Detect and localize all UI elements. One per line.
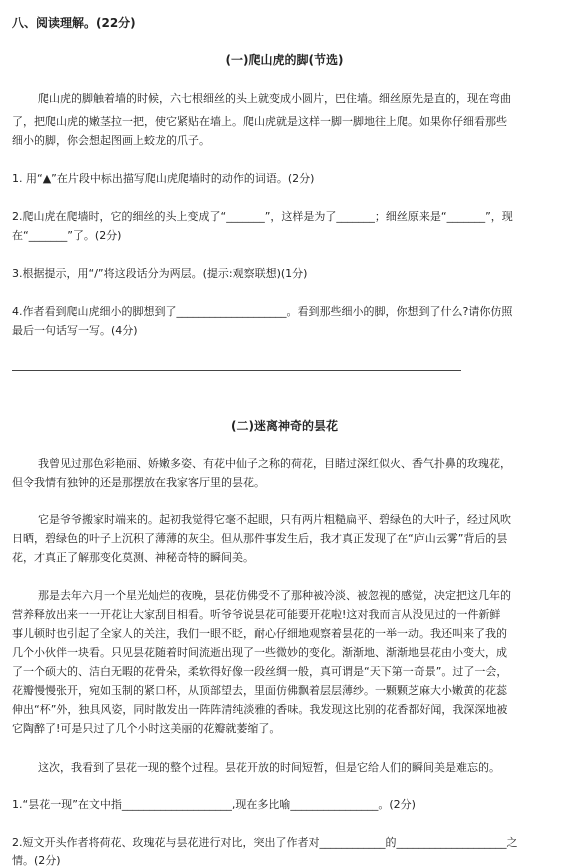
answer-line [12, 370, 461, 371]
p1-question-1: 1. 用“▲”在片段中标出描写爬山虎爬墙时的动作的词语。(2分) [12, 172, 315, 185]
passage1-line: 细小的脚，你会想起图画上蛟龙的爪子。 [12, 134, 210, 147]
p1-question-2: 2.爬山虎在爬墙时，它的细丝的头上变成了“_______”，这样是为了_______；细丝原来是“_______”，现 [12, 210, 513, 223]
passage2-line: 我曾见过那色彩艳丽、娇嫩多姿、有花中仙子之称的荷花，目睹过深红似火、香气扑鼻的玫瑰花， [38, 457, 511, 470]
passage2-line: 但令我情有独钟的还是那摆放在我家客厅里的昙花。 [12, 476, 265, 489]
p2-question-2: 2.短文开头作者将荷花、玫瑰花与昙花进行对比，突出了作者对____________的____________________之 [12, 836, 518, 849]
passage2-line: 花瓣慢慢张开，宛如玉制的紧口杯，从顶部望去，里面仿佛飘着层层薄纱。一颗颗芝麻大小嫩黄的花蕊 [12, 684, 507, 697]
p2-question-2-cont: 情。(2分) [12, 854, 61, 867]
passage2-line: 日晒，碧绿色的叶子上沉积了薄薄的灰尘。但从那件事发生后，我才真正发现了在“庐山云雾”背后的昙 [12, 532, 508, 545]
passage2-title: (二)迷离神奇的昙花 [231, 419, 338, 433]
passage2-line: 它陶醉了!可是只过了几个小时这美丽的花瓣就萎缩了。 [12, 722, 281, 735]
p1-question-4: 4.作者看到爬山虎细小的脚想到了____________________。看到那些细小的脚，你想到了什么?请你仿照 [12, 305, 513, 318]
passage1-title: (一)爬山虎的脚(节选) [225, 53, 344, 67]
p1-question-2-cont: 在“_______”了。(2分) [12, 229, 122, 242]
section-heading: 八、阅读理解。(22分) [12, 16, 136, 30]
p1-question-3: 3.根据提示，用“/”将这段话分为两层。(提示:观察联想)(1分) [12, 267, 308, 280]
passage2-line: 营养释放出来一一开花让大家刮目相看。听爷爷说昙花可能要开花啦!这对我而言从没见过的一件新鲜 [12, 608, 501, 621]
passage1-line: 爬山虎的脚触着墙的时候，六七根细丝的头上就变成小圆片，巴住墙。细丝原先是直的，现在弯曲 [38, 92, 511, 105]
passage2-line: 花，才真正了解那变化莫测、神秘奇特的瞬间美。 [12, 551, 254, 564]
passage2-line: 它是爷爷搬家时端来的。起初我觉得它毫不起眼，只有两片粗糙扁平、碧绿色的大叶子，经过风吹 [38, 513, 511, 526]
passage2-line: 事儿顿时也引起了全家人的关注，我们一眼不眨，耐心仔细地观察着昙花的一举一动。我还叫来了我的 [12, 627, 507, 640]
passage1-line: 了，把爬山虎的嫩茎拉一把，使它紧贴在墙上。爬山虎就是这样一脚一脚地往上爬。如果你仔细看那些 [12, 115, 507, 128]
passage2-line: 几个小伙伴一块看。只见昙花随着时间流逝出现了一些微妙的变化。渐渐地、渐渐地昙花由小变大，成 [12, 646, 507, 659]
passage2-line: 那是去年六月一个星光灿烂的夜晚，昙花仿佛受不了那种被冷淡、被忽视的感觉，决定把这几年的 [38, 589, 511, 602]
passage2-line: 了一个硕大的、洁白无暇的花骨朵，柔软得好像一段丝绸一般，真可谓是“天下第一奇景”。过了一会， [12, 665, 508, 678]
passage2-line: 这次，我看到了昙花一现的整个过程。昙花开放的时间短暂，但是它给人们的瞬间美是难忘的。 [38, 761, 500, 774]
passage2-line: 伸出“杯”外，独具风姿，同时散发出一阵阵清纯淡雅的香味。我发现这比别的花香都好闻，我深深地被 [12, 703, 508, 716]
p2-question-1: 1.“昙花一现”在文中指____________________,现在多比喻________________。(2分) [12, 798, 416, 811]
p1-question-4-cont: 最后一句话写一写。(4分) [12, 324, 138, 337]
